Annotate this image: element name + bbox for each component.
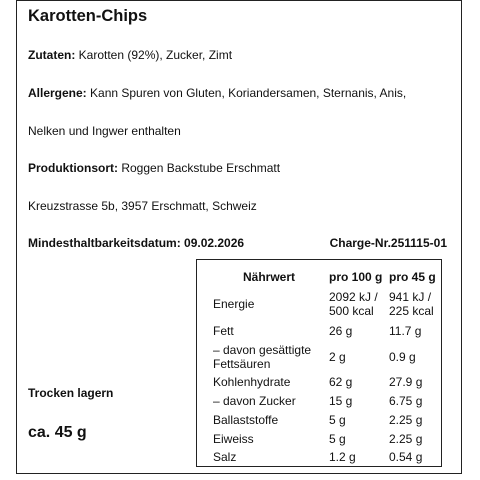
nutrient-per100: 26 g bbox=[329, 324, 353, 338]
nutrition-table bbox=[196, 259, 442, 467]
nutrient-per100 bbox=[329, 290, 378, 318]
nutrient-per100: 2 g bbox=[329, 350, 346, 364]
nutrient-per45: 2.25 g bbox=[389, 432, 423, 446]
nutrient-name bbox=[213, 343, 311, 371]
nutrient-per100-line1: 2092 kJ / bbox=[329, 290, 378, 304]
storage-instructions: Trocken lagern bbox=[28, 386, 114, 400]
nutrient-per45-line1: 941 kJ / bbox=[389, 290, 432, 304]
origin-line bbox=[28, 161, 280, 175]
ingredients-label: Zutaten: bbox=[28, 48, 76, 62]
nutrition-header-per100: pro 100 g bbox=[329, 270, 383, 284]
nutrient-per100: 1.2 g bbox=[329, 450, 356, 464]
nutrient-per100: 5 g bbox=[329, 413, 346, 427]
nutrient-name: Kohlenhydrate bbox=[213, 375, 291, 389]
nutrient-per45: 11.7 g bbox=[389, 324, 422, 338]
allergens-label: Allergene: bbox=[28, 86, 87, 100]
nutrient-name: Energie bbox=[213, 297, 255, 311]
ingredients-line bbox=[28, 48, 232, 62]
batch-number: Charge-Nr.251115-01 bbox=[329, 236, 447, 250]
address-line: Kreuzstrasse 5b, 3957 Erschmatt, Schweiz bbox=[28, 199, 257, 213]
nutrient-per100: 5 g bbox=[329, 432, 346, 446]
nutrient-name: Eiweiss bbox=[213, 432, 254, 446]
allergens-line-2: Nelken und Ingwer enthalten bbox=[28, 124, 181, 138]
nutrient-per45 bbox=[389, 290, 434, 318]
nutrient-per45: 2.25 g bbox=[389, 413, 423, 427]
net-weight: ca. 45 g bbox=[28, 424, 87, 441]
nutrient-name: Salz bbox=[213, 450, 237, 464]
allergens-line bbox=[28, 86, 406, 100]
ingredients-text: Karotten (92%), Zucker, Zimt bbox=[75, 48, 233, 62]
nutrient-per45: 0.9 g bbox=[389, 350, 416, 364]
nutrient-per100: 62 g bbox=[329, 375, 353, 389]
nutrient-per45: 0.54 g bbox=[389, 450, 423, 464]
nutrient-name-line1: – davon gesättigte bbox=[213, 343, 312, 357]
nutrient-name: Ballaststoffe bbox=[213, 413, 279, 427]
nutrient-per45-line2: 225 kcal bbox=[389, 304, 434, 318]
product-label bbox=[16, 0, 462, 474]
nutrition-header-per45: pro 45 g bbox=[389, 270, 436, 284]
nutrient-per100: 15 g bbox=[329, 394, 353, 408]
origin-text: Roggen Backstube Erschmatt bbox=[118, 161, 281, 175]
origin-label: Produktionsort: bbox=[28, 161, 118, 175]
nutrient-name: Fett bbox=[213, 324, 234, 338]
nutrient-name-line2: Fettsäuren bbox=[213, 357, 271, 371]
allergens-text: Kann Spuren von Gluten, Koriandersamen, Sternanis, Anis, bbox=[86, 86, 407, 100]
nutrient-per45: 6.75 g bbox=[389, 394, 423, 408]
nutrition-header-name: Nährwert bbox=[243, 270, 296, 284]
nutrient-per45: 27.9 g bbox=[389, 375, 423, 389]
nutrient-name: – davon Zucker bbox=[213, 394, 296, 408]
nutrient-per100-line2: 500 kcal bbox=[329, 304, 374, 318]
product-title: Karotten-Chips bbox=[28, 7, 148, 25]
best-before-date: Mindesthaltbarkeitsdatum: 09.02.2026 bbox=[28, 236, 245, 250]
